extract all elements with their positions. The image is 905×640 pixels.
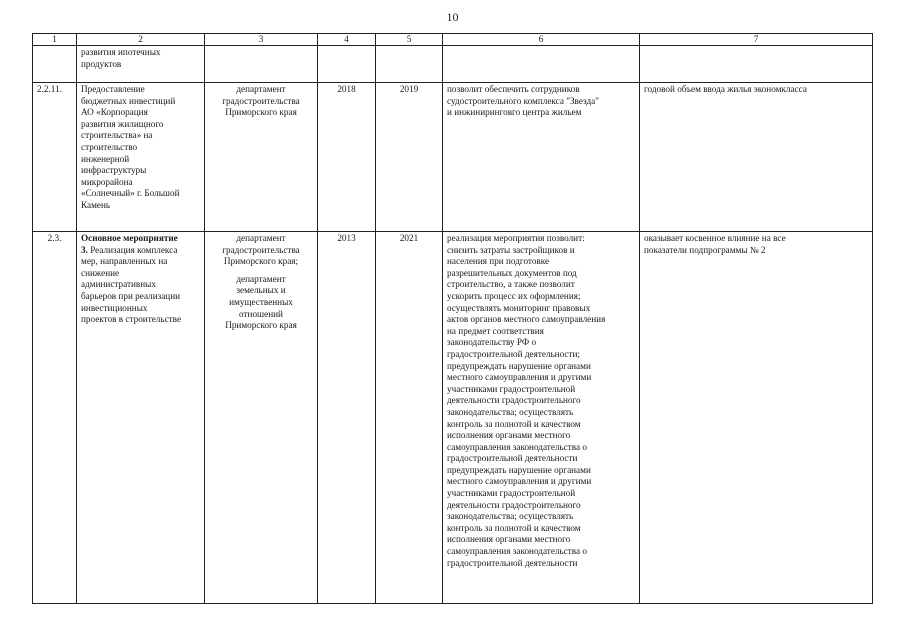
cell-num — [33, 46, 77, 83]
cell-executor: департамент градостроительства Приморского края — [205, 83, 318, 232]
header-cell: 7 — [640, 34, 873, 46]
table-row — [33, 232, 873, 604]
executor-secondary: департамент земельных и имущественных отношений Приморского края — [225, 273, 297, 331]
cell-start: 2013 — [318, 232, 376, 604]
table-row — [33, 46, 873, 83]
header-cell: 5 — [376, 34, 443, 46]
cell-name: развития ипотечных продуктов — [77, 46, 205, 83]
cell-end — [376, 46, 443, 83]
header-cell: 2 — [77, 34, 205, 46]
measures-table — [32, 33, 873, 604]
header-row — [33, 34, 873, 46]
main-measure-label: Основное мероприятие 3. — [81, 233, 178, 255]
cell-result: позволит обеспечить сотрудников судостроительного комплекса "Звезда" и инжиниринговго центра жильем — [443, 83, 640, 232]
cell-name — [77, 232, 205, 604]
cell-num: 2.3. — [33, 232, 77, 604]
cell-num: 2.2.11. — [33, 83, 77, 232]
cell-start: 2018 — [318, 83, 376, 232]
header-cell: 1 — [33, 34, 77, 46]
table-row — [33, 83, 873, 232]
executor-primary: департамент градостроительства Приморского края; — [222, 233, 300, 267]
cell-name: Предоставление бюджетных инвестиций АО «Корпорация развития жилищного строительства» на строительство инженерной инфраструктуры микрорайона «Солнечный» г. Большой Камень — [77, 83, 205, 232]
cell-start — [318, 46, 376, 83]
cell-indicator: годовой объем ввода жилья экономкласса — [640, 83, 873, 232]
cell-result — [443, 46, 640, 83]
header-cell: 4 — [318, 34, 376, 46]
cell-end: 2021 — [376, 232, 443, 604]
page-number: 10 — [446, 10, 459, 24]
cell-result: реализация мероприятия позволит: снизить затраты застройщиков и населения при подготовке разрешительных документов под строительство, а также позволит ускорить процесс их оформления; осуществлять мониторинг правовых актов органов местного самоуправления на предмет соответствия законодательству РФ о градостроительной деятельности; предупреждать нарушение органами местного самоуправления и другими участниками градостроительной деятельности градостроительного законодательства; осуществлять контроль за полнотой и качеством исполнения органами местного самоуправления законодательства о градостроительной деятельности предупреждать нарушение органами местного самоуправления и другими участниками градостроительной деятельности градостроительного законодательства; осуществлять контроль за полнотой и качеством исполнения органами местного самоуправления законодательства о градостроительной деятельности — [443, 232, 640, 604]
cell-end: 2019 — [376, 83, 443, 232]
cell-executor — [205, 232, 318, 604]
cell-indicator — [640, 46, 873, 83]
cell-executor — [205, 46, 318, 83]
header-cell: 3 — [205, 34, 318, 46]
cell-indicator: оказывает косвенное влияние на все показатели подпрограммы № 2 — [640, 232, 873, 604]
header-cell: 6 — [443, 34, 640, 46]
main-measure-text: Реализация комплекса мер, направленных на снижение административных барьеров при реализации инвестиционных проектов в строительстве — [81, 244, 182, 325]
